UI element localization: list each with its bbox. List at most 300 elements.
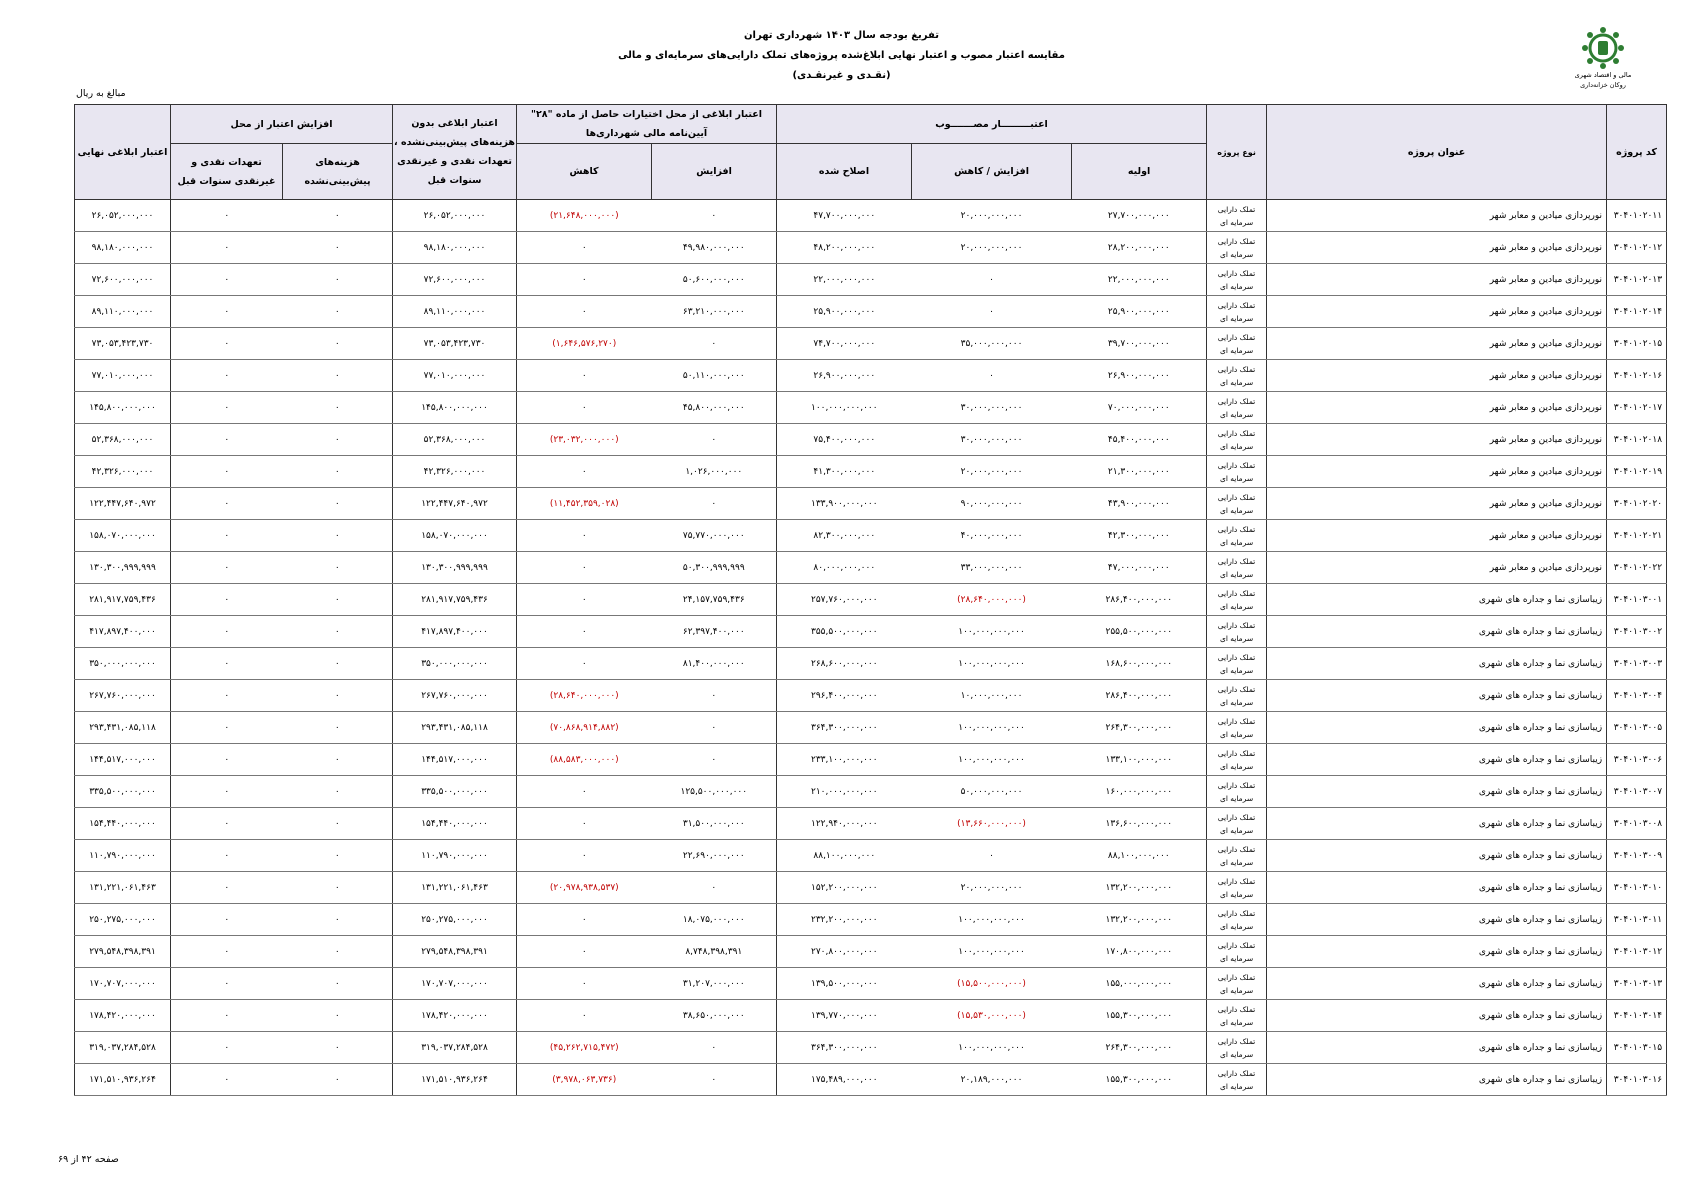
table-row [75, 520, 1667, 552]
cell-final: ۲۷۹,۵۴۸,۳۹۸,۳۹۱ [75, 936, 171, 968]
cell-notified: ۱۳۱,۲۲۱,۰۶۱,۴۶۳ [393, 872, 517, 904]
cell-decrease: (۸۸,۵۸۳,۰۰۰,۰۰۰) [517, 744, 652, 776]
cell-change: ۱۰۰,۰۰۰,۰۰۰,۰۰۰ [912, 904, 1072, 936]
cell-code: ۳۰۴۰۱۰۳۰۰۵ [1607, 712, 1667, 744]
cell-prior: ۰ [171, 552, 283, 584]
cell-type: تملک دارایی سرمایه ای [1207, 232, 1267, 264]
cell-increase: ۰ [652, 1064, 777, 1096]
cell-initial: ۲۵۵,۵۰۰,۰۰۰,۰۰۰ [1072, 616, 1207, 648]
cell-code: ۳۰۴۰۱۰۳۰۰۹ [1607, 840, 1667, 872]
cell-prior: ۰ [171, 840, 283, 872]
cell-revised: ۳۶۴,۳۰۰,۰۰۰,۰۰۰ [777, 1032, 912, 1064]
cell-type: تملک دارایی سرمایه ای [1207, 520, 1267, 552]
cell-type: تملک دارایی سرمایه ای [1207, 616, 1267, 648]
cell-initial: ۴۳,۹۰۰,۰۰۰,۰۰۰ [1072, 488, 1207, 520]
cell-initial: ۳۹,۷۰۰,۰۰۰,۰۰۰ [1072, 328, 1207, 360]
cell-final: ۴۱۷,۸۹۷,۴۰۰,۰۰۰ [75, 616, 171, 648]
cell-revised: ۸۰,۰۰۰,۰۰۰,۰۰۰ [777, 552, 912, 584]
cell-code: ۳۰۴۰۱۰۲۰۱۱ [1607, 200, 1667, 232]
cell-initial: ۱۵۵,۳۰۰,۰۰۰,۰۰۰ [1072, 1000, 1207, 1032]
cell-final: ۷۲,۶۰۰,۰۰۰,۰۰۰ [75, 264, 171, 296]
cell-decrease: (۲۱,۶۴۸,۰۰۰,۰۰۰) [517, 200, 652, 232]
cell-decrease: (۲۳,۰۳۲,۰۰۰,۰۰۰) [517, 424, 652, 456]
cell-title: زیباسازی نما و جداره های شهری [1267, 1000, 1607, 1032]
cell-type: تملک دارایی سرمایه ای [1207, 968, 1267, 1000]
cell-title: نورپردازی میادین و معابر شهر [1267, 360, 1607, 392]
cell-notified: ۲۵۰,۲۷۵,۰۰۰,۰۰۰ [393, 904, 517, 936]
cell-code: ۳۰۴۰۱۰۲۰۱۶ [1607, 360, 1667, 392]
cell-type: تملک دارایی سرمایه ای [1207, 488, 1267, 520]
cell-unforeseen: ۰ [283, 648, 393, 680]
cell-notified: ۸۹,۱۱۰,۰۰۰,۰۰۰ [393, 296, 517, 328]
cell-unforeseen: ۰ [283, 1064, 393, 1096]
cell-increase: ۱,۰۲۶,۰۰۰,۰۰۰ [652, 456, 777, 488]
cell-unforeseen: ۰ [283, 808, 393, 840]
cell-title: زیباسازی نما و جداره های شهری [1267, 840, 1607, 872]
table-row [75, 552, 1667, 584]
cell-title: نورپردازی میادین و معابر شهر [1267, 520, 1607, 552]
report-title: تفریغ بودجه سال ۱۴۰۳ شهرداری تهران [744, 30, 939, 41]
cell-type: تملک دارایی سرمایه ای [1207, 200, 1267, 232]
cell-revised: ۱۵۲,۲۰۰,۰۰۰,۰۰۰ [777, 872, 912, 904]
table-row [75, 904, 1667, 936]
cell-increase: ۴۵,۸۰۰,۰۰۰,۰۰۰ [652, 392, 777, 424]
cell-decrease: (۳,۹۷۸,۰۶۳,۷۳۶) [517, 1064, 652, 1096]
cell-type: تملک دارایی سرمایه ای [1207, 936, 1267, 968]
cell-final: ۷۷,۰۱۰,۰۰۰,۰۰۰ [75, 360, 171, 392]
cell-decrease: (۱۱,۴۵۲,۳۵۹,۰۲۸) [517, 488, 652, 520]
cell-code: ۳۰۴۰۱۰۲۰۱۴ [1607, 296, 1667, 328]
cell-decrease: (۱,۶۴۶,۵۷۶,۲۷۰) [517, 328, 652, 360]
cell-revised: ۱۳۹,۷۷۰,۰۰۰,۰۰۰ [777, 1000, 912, 1032]
cell-change: (۱۳,۶۶۰,۰۰۰,۰۰۰) [912, 808, 1072, 840]
cell-final: ۳۵۰,۰۰۰,۰۰۰,۰۰۰ [75, 648, 171, 680]
cell-final: ۲۹۳,۴۳۱,۰۸۵,۱۱۸ [75, 712, 171, 744]
table-row [75, 808, 1667, 840]
cell-code: ۳۰۴۰۱۰۳۰۱۴ [1607, 1000, 1667, 1032]
cell-final: ۱۴۴,۵۱۷,۰۰۰,۰۰۰ [75, 744, 171, 776]
cell-change: ۳۰,۰۰۰,۰۰۰,۰۰۰ [912, 392, 1072, 424]
cell-decrease: ۰ [517, 1000, 652, 1032]
cell-notified: ۱۷۸,۴۲۰,۰۰۰,۰۰۰ [393, 1000, 517, 1032]
cell-decrease: ۰ [517, 648, 652, 680]
cell-initial: ۱۳۲,۲۰۰,۰۰۰,۰۰۰ [1072, 872, 1207, 904]
cell-prior: ۰ [171, 1032, 283, 1064]
cell-increase: ۱۲۵,۵۰۰,۰۰۰,۰۰۰ [652, 776, 777, 808]
cell-type: تملک دارایی سرمایه ای [1207, 1032, 1267, 1064]
cell-increase: ۲۴,۱۵۷,۷۵۹,۴۳۶ [652, 584, 777, 616]
cell-title: زیباسازی نما و جداره های شهری [1267, 648, 1607, 680]
cell-notified: ۷۷,۰۱۰,۰۰۰,۰۰۰ [393, 360, 517, 392]
table-row [75, 1064, 1667, 1096]
cell-notified: ۴۲,۳۲۶,۰۰۰,۰۰۰ [393, 456, 517, 488]
cell-type: تملک دارایی سرمایه ای [1207, 904, 1267, 936]
cell-notified: ۱۴۵,۸۰۰,۰۰۰,۰۰۰ [393, 392, 517, 424]
cell-code: ۳۰۴۰۱۰۲۰۱۳ [1607, 264, 1667, 296]
table-row [75, 712, 1667, 744]
cell-increase: ۳۸,۶۵۰,۰۰۰,۰۰۰ [652, 1000, 777, 1032]
cell-prior: ۰ [171, 808, 283, 840]
cell-decrease: ۰ [517, 392, 652, 424]
cell-title: زیباسازی نما و جداره های شهری [1267, 744, 1607, 776]
cell-code: ۳۰۴۰۱۰۳۰۱۶ [1607, 1064, 1667, 1096]
cell-revised: ۷۵,۴۰۰,۰۰۰,۰۰۰ [777, 424, 912, 456]
cell-change: ۱۰۰,۰۰۰,۰۰۰,۰۰۰ [912, 744, 1072, 776]
cell-title: زیباسازی نما و جداره های شهری [1267, 776, 1607, 808]
cell-change: ۰ [912, 840, 1072, 872]
cell-final: ۲۵۰,۲۷۵,۰۰۰,۰۰۰ [75, 904, 171, 936]
cell-notified: ۲۶۷,۷۶۰,۰۰۰,۰۰۰ [393, 680, 517, 712]
cell-title: نورپردازی میادین و معابر شهر [1267, 488, 1607, 520]
cell-code: ۳۰۴۰۱۰۳۰۱۱ [1607, 904, 1667, 936]
cell-increase: ۸,۷۴۸,۳۹۸,۳۹۱ [652, 936, 777, 968]
cell-notified: ۱۵۸,۰۷۰,۰۰۰,۰۰۰ [393, 520, 517, 552]
cell-final: ۱۷۰,۷۰۷,۰۰۰,۰۰۰ [75, 968, 171, 1000]
cell-decrease: ۰ [517, 936, 652, 968]
cell-title: زیباسازی نما و جداره های شهری [1267, 1064, 1607, 1096]
cell-initial: ۱۳۲,۲۰۰,۰۰۰,۰۰۰ [1072, 904, 1207, 936]
cell-prior: ۰ [171, 1064, 283, 1096]
cell-title: زیباسازی نما و جداره های شهری [1267, 936, 1607, 968]
cell-decrease: ۰ [517, 456, 652, 488]
cell-notified: ۵۲,۳۶۸,۰۰۰,۰۰۰ [393, 424, 517, 456]
cell-unforeseen: ۰ [283, 904, 393, 936]
cell-revised: ۴۸,۲۰۰,۰۰۰,۰۰۰ [777, 232, 912, 264]
cell-notified: ۲۶,۰۵۲,۰۰۰,۰۰۰ [393, 200, 517, 232]
cell-final: ۲۶,۰۵۲,۰۰۰,۰۰۰ [75, 200, 171, 232]
cell-increase: ۵۰,۳۰۰,۹۹۹,۹۹۹ [652, 552, 777, 584]
cell-type: تملک دارایی سرمایه ای [1207, 1000, 1267, 1032]
cell-prior: ۰ [171, 712, 283, 744]
cell-revised: ۲۱۰,۰۰۰,۰۰۰,۰۰۰ [777, 776, 912, 808]
col-title: عنوان پروژه [1267, 105, 1607, 200]
cell-prior: ۰ [171, 648, 283, 680]
cell-unforeseen: ۰ [283, 392, 393, 424]
cell-prior: ۰ [171, 360, 283, 392]
cell-revised: ۸۸,۱۰۰,۰۰۰,۰۰۰ [777, 840, 912, 872]
cell-type: تملک دارایی سرمایه ای [1207, 1064, 1267, 1096]
cell-change: ۲۰,۰۰۰,۰۰۰,۰۰۰ [912, 456, 1072, 488]
cell-change: (۱۵,۵۰۰,۰۰۰,۰۰۰) [912, 968, 1072, 1000]
cell-type: تملک دارایی سرمایه ای [1207, 552, 1267, 584]
cell-revised: ۱۲۲,۹۴۰,۰۰۰,۰۰۰ [777, 808, 912, 840]
cell-notified: ۱۴۴,۵۱۷,۰۰۰,۰۰۰ [393, 744, 517, 776]
cell-type: تملک دارایی سرمایه ای [1207, 840, 1267, 872]
table-row [75, 776, 1667, 808]
cell-change: ۵۰,۰۰۰,۰۰۰,۰۰۰ [912, 776, 1072, 808]
cell-title: زیباسازی نما و جداره های شهری [1267, 1032, 1607, 1064]
table-row [75, 456, 1667, 488]
cell-unforeseen: ۰ [283, 968, 393, 1000]
cell-code: ۳۰۴۰۱۰۳۰۰۲ [1607, 616, 1667, 648]
cell-initial: ۴۵,۴۰۰,۰۰۰,۰۰۰ [1072, 424, 1207, 456]
cell-decrease: ۰ [517, 552, 652, 584]
col-notified-without: اعتبار ابلاغی بدون هزینه‌های پیش‌بینی‌نشده ، تعهدات نقدی و غیرنقدی سنوات قبل [393, 105, 517, 200]
cell-decrease: ۰ [517, 840, 652, 872]
cell-notified: ۳۱۹,۰۳۷,۲۸۴,۵۲۸ [393, 1032, 517, 1064]
cell-revised: ۲۲,۰۰۰,۰۰۰,۰۰۰ [777, 264, 912, 296]
report-scope: (نقـدی و غیرنقـدی) [792, 70, 891, 81]
cell-unforeseen: ۰ [283, 296, 393, 328]
cell-increase: ۶۲,۳۹۷,۴۰۰,۰۰۰ [652, 616, 777, 648]
cell-title: زیباسازی نما و جداره های شهری [1267, 712, 1607, 744]
cell-title: نورپردازی میادین و معابر شهر [1267, 328, 1607, 360]
cell-notified: ۱۳۰,۳۰۰,۹۹۹,۹۹۹ [393, 552, 517, 584]
cell-type: تملک دارایی سرمایه ای [1207, 712, 1267, 744]
cell-revised: ۲۵۷,۷۶۰,۰۰۰,۰۰۰ [777, 584, 912, 616]
col-final: اعتبار ابلاغی نهایی [75, 105, 171, 200]
cell-increase: ۸۱,۴۰۰,۰۰۰,۰۰۰ [652, 648, 777, 680]
col-type: نوع پروژه [1207, 105, 1267, 200]
cell-decrease: (۲۸,۶۴۰,۰۰۰,۰۰۰) [517, 680, 652, 712]
cell-title: نورپردازی میادین و معابر شهر [1267, 232, 1607, 264]
cell-decrease: ۰ [517, 776, 652, 808]
col-increase-group: افزایش اعتبار از محل [171, 105, 393, 144]
cell-final: ۹۸,۱۸۰,۰۰۰,۰۰۰ [75, 232, 171, 264]
col-change: افزایش / کاهش [912, 144, 1072, 200]
cell-unforeseen: ۰ [283, 744, 393, 776]
cell-type: تملک دارایی سرمایه ای [1207, 648, 1267, 680]
table-row [75, 584, 1667, 616]
cell-code: ۳۰۴۰۱۰۳۰۱۵ [1607, 1032, 1667, 1064]
cell-initial: ۲۶۴,۳۰۰,۰۰۰,۰۰۰ [1072, 1032, 1207, 1064]
cell-initial: ۱۶۰,۰۰۰,۰۰۰,۰۰۰ [1072, 776, 1207, 808]
cell-increase: ۶۳,۲۱۰,۰۰۰,۰۰۰ [652, 296, 777, 328]
cell-initial: ۱۶۸,۶۰۰,۰۰۰,۰۰۰ [1072, 648, 1207, 680]
table-row [75, 616, 1667, 648]
cell-initial: ۱۷۰,۸۰۰,۰۰۰,۰۰۰ [1072, 936, 1207, 968]
cell-title: نورپردازی میادین و معابر شهر [1267, 296, 1607, 328]
cell-title: نورپردازی میادین و معابر شهر [1267, 424, 1607, 456]
cell-final: ۷۳,۰۵۳,۴۲۳,۷۳۰ [75, 328, 171, 360]
cell-final: ۱۵۸,۰۷۰,۰۰۰,۰۰۰ [75, 520, 171, 552]
cell-revised: ۲۵,۹۰۰,۰۰۰,۰۰۰ [777, 296, 912, 328]
cell-type: تملک دارایی سرمایه ای [1207, 744, 1267, 776]
cell-increase: ۰ [652, 872, 777, 904]
col-code: کد پروژه [1607, 105, 1667, 200]
cell-initial: ۴۷,۰۰۰,۰۰۰,۰۰۰ [1072, 552, 1207, 584]
cell-title: نورپردازی میادین و معابر شهر [1267, 456, 1607, 488]
cell-unforeseen: ۰ [283, 1032, 393, 1064]
cell-prior: ۰ [171, 200, 283, 232]
cell-unforeseen: ۰ [283, 584, 393, 616]
cell-increase: ۰ [652, 744, 777, 776]
cell-notified: ۹۸,۱۸۰,۰۰۰,۰۰۰ [393, 232, 517, 264]
cell-increase: ۰ [652, 712, 777, 744]
cell-notified: ۱۵۴,۴۴۰,۰۰۰,۰۰۰ [393, 808, 517, 840]
cell-prior: ۰ [171, 456, 283, 488]
cell-title: زیباسازی نما و جداره های شهری [1267, 616, 1607, 648]
cell-code: ۳۰۴۰۱۰۳۰۰۸ [1607, 808, 1667, 840]
cell-revised: ۱۰۰,۰۰۰,۰۰۰,۰۰۰ [777, 392, 912, 424]
table-row [75, 936, 1667, 968]
cell-prior: ۰ [171, 1000, 283, 1032]
cell-final: ۳۱۹,۰۳۷,۲۸۴,۵۲۸ [75, 1032, 171, 1064]
logo-caption-2: روکان خزانه‌داری [1580, 81, 1626, 89]
cell-change: ۰ [912, 360, 1072, 392]
cell-code: ۳۰۴۰۱۰۳۰۱۰ [1607, 872, 1667, 904]
cell-revised: ۱۷۵,۴۸۹,۰۰۰,۰۰۰ [777, 1064, 912, 1096]
cell-change: ۲۰,۱۸۹,۰۰۰,۰۰۰ [912, 1064, 1072, 1096]
cell-final: ۱۷۱,۵۱۰,۹۳۶,۲۶۴ [75, 1064, 171, 1096]
cell-increase: ۷۵,۷۷۰,۰۰۰,۰۰۰ [652, 520, 777, 552]
cell-code: ۳۰۴۰۱۰۲۰۱۲ [1607, 232, 1667, 264]
table-row [75, 360, 1667, 392]
cell-unforeseen: ۰ [283, 616, 393, 648]
cell-final: ۸۹,۱۱۰,۰۰۰,۰۰۰ [75, 296, 171, 328]
cell-final: ۲۸۱,۹۱۷,۷۵۹,۴۳۶ [75, 584, 171, 616]
cell-unforeseen: ۰ [283, 936, 393, 968]
cell-increase: ۰ [652, 328, 777, 360]
cell-unforeseen: ۰ [283, 776, 393, 808]
cell-change: ۱۰۰,۰۰۰,۰۰۰,۰۰۰ [912, 616, 1072, 648]
cell-notified: ۱۷۰,۷۰۷,۰۰۰,۰۰۰ [393, 968, 517, 1000]
cell-increase: ۲۲,۶۹۰,۰۰۰,۰۰۰ [652, 840, 777, 872]
table-row [75, 296, 1667, 328]
cell-decrease: (۴۵,۲۶۲,۷۱۵,۴۷۲) [517, 1032, 652, 1064]
cell-notified: ۷۳,۰۵۳,۴۲۳,۷۳۰ [393, 328, 517, 360]
cell-prior: ۰ [171, 232, 283, 264]
cell-code: ۳۰۴۰۱۰۳۰۱۲ [1607, 936, 1667, 968]
cell-initial: ۱۳۳,۱۰۰,۰۰۰,۰۰۰ [1072, 744, 1207, 776]
cell-decrease: ۰ [517, 360, 652, 392]
cell-code: ۳۰۴۰۱۰۲۰۲۱ [1607, 520, 1667, 552]
cell-final: ۱۳۰,۳۰۰,۹۹۹,۹۹۹ [75, 552, 171, 584]
cell-revised: ۱۳۹,۵۰۰,۰۰۰,۰۰۰ [777, 968, 912, 1000]
cell-revised: ۲۳۲,۲۰۰,۰۰۰,۰۰۰ [777, 904, 912, 936]
cell-revised: ۳۶۴,۳۰۰,۰۰۰,۰۰۰ [777, 712, 912, 744]
cell-final: ۱۷۸,۴۲۰,۰۰۰,۰۰۰ [75, 1000, 171, 1032]
cell-prior: ۰ [171, 904, 283, 936]
cell-prior: ۰ [171, 264, 283, 296]
cell-initial: ۲۵,۹۰۰,۰۰۰,۰۰۰ [1072, 296, 1207, 328]
cell-final: ۴۲,۳۲۶,۰۰۰,۰۰۰ [75, 456, 171, 488]
table-row [75, 840, 1667, 872]
col-unforeseen: هزینه‌های پیش‌بینی‌نشده [283, 144, 393, 200]
cell-title: زیباسازی نما و جداره های شهری [1267, 968, 1607, 1000]
cell-final: ۱۲۲,۴۴۷,۶۴۰,۹۷۲ [75, 488, 171, 520]
cell-change: ۲۰,۰۰۰,۰۰۰,۰۰۰ [912, 232, 1072, 264]
page-number: صفحه ۴۲ از ۶۹ [58, 1154, 119, 1165]
cell-initial: ۲۸۶,۴۰۰,۰۰۰,۰۰۰ [1072, 584, 1207, 616]
cell-change: ۲۰,۰۰۰,۰۰۰,۰۰۰ [912, 200, 1072, 232]
cell-prior: ۰ [171, 328, 283, 360]
cell-initial: ۴۲,۳۰۰,۰۰۰,۰۰۰ [1072, 520, 1207, 552]
cell-revised: ۸۲,۳۰۰,۰۰۰,۰۰۰ [777, 520, 912, 552]
cell-code: ۳۰۴۰۱۰۳۰۱۳ [1607, 968, 1667, 1000]
table-row [75, 232, 1667, 264]
cell-change: ۴۰,۰۰۰,۰۰۰,۰۰۰ [912, 520, 1072, 552]
cell-decrease: (۷۰,۸۶۸,۹۱۴,۸۸۲) [517, 712, 652, 744]
cell-title: نورپردازی میادین و معابر شهر [1267, 552, 1607, 584]
cell-change: (۲۸,۶۴۰,۰۰۰,۰۰۰) [912, 584, 1072, 616]
cell-increase: ۰ [652, 424, 777, 456]
cell-prior: ۰ [171, 392, 283, 424]
col-revised: اصلاح شده [777, 144, 912, 200]
cell-unforeseen: ۰ [283, 712, 393, 744]
cell-initial: ۸۸,۱۰۰,۰۰۰,۰۰۰ [1072, 840, 1207, 872]
cell-prior: ۰ [171, 616, 283, 648]
cell-code: ۳۰۴۰۱۰۳۰۰۶ [1607, 744, 1667, 776]
cell-prior: ۰ [171, 776, 283, 808]
cell-prior: ۰ [171, 744, 283, 776]
cell-type: تملک دارایی سرمایه ای [1207, 328, 1267, 360]
cell-notified: ۳۳۵,۵۰۰,۰۰۰,۰۰۰ [393, 776, 517, 808]
cell-code: ۳۰۴۰۱۰۲۰۱۷ [1607, 392, 1667, 424]
cell-increase: ۳۱,۲۰۷,۰۰۰,۰۰۰ [652, 968, 777, 1000]
cell-type: تملک دارایی سرمایه ای [1207, 296, 1267, 328]
table-row [75, 488, 1667, 520]
cell-decrease: ۰ [517, 584, 652, 616]
cell-revised: ۷۴,۷۰۰,۰۰۰,۰۰۰ [777, 328, 912, 360]
cell-initial: ۱۵۵,۳۰۰,۰۰۰,۰۰۰ [1072, 1064, 1207, 1096]
cell-notified: ۱۱۰,۷۹۰,۰۰۰,۰۰۰ [393, 840, 517, 872]
col-initial: اولیه [1072, 144, 1207, 200]
table-row [75, 328, 1667, 360]
cell-unforeseen: ۰ [283, 552, 393, 584]
cell-final: ۲۶۷,۷۶۰,۰۰۰,۰۰۰ [75, 680, 171, 712]
cell-decrease: ۰ [517, 264, 652, 296]
cell-increase: ۴۹,۹۸۰,۰۰۰,۰۰۰ [652, 232, 777, 264]
cell-revised: ۲۷۰,۸۰۰,۰۰۰,۰۰۰ [777, 936, 912, 968]
cell-title: نورپردازی میادین و معابر شهر [1267, 264, 1607, 296]
cell-final: ۱۴۵,۸۰۰,۰۰۰,۰۰۰ [75, 392, 171, 424]
cell-unforeseen: ۰ [283, 424, 393, 456]
budget-table [74, 104, 1667, 1096]
cell-title: زیباسازی نما و جداره های شهری [1267, 904, 1607, 936]
cell-initial: ۲۸,۲۰۰,۰۰۰,۰۰۰ [1072, 232, 1207, 264]
cell-initial: ۷۰,۰۰۰,۰۰۰,۰۰۰ [1072, 392, 1207, 424]
table-row [75, 264, 1667, 296]
cell-change: ۳۵,۰۰۰,۰۰۰,۰۰۰ [912, 328, 1072, 360]
cell-prior: ۰ [171, 424, 283, 456]
cell-code: ۳۰۴۰۱۰۲۰۲۰ [1607, 488, 1667, 520]
cell-title: زیباسازی نما و جداره های شهری [1267, 584, 1607, 616]
cell-change: ۲۰,۰۰۰,۰۰۰,۰۰۰ [912, 872, 1072, 904]
cell-code: ۳۰۴۰۱۰۳۰۰۷ [1607, 776, 1667, 808]
cell-decrease: ۰ [517, 808, 652, 840]
cell-increase: ۵۰,۶۰۰,۰۰۰,۰۰۰ [652, 264, 777, 296]
cell-change: ۱۰۰,۰۰۰,۰۰۰,۰۰۰ [912, 1032, 1072, 1064]
cell-change: (۱۵,۵۳۰,۰۰۰,۰۰۰) [912, 1000, 1072, 1032]
cell-code: ۳۰۴۰۱۰۲۰۱۹ [1607, 456, 1667, 488]
cell-prior: ۰ [171, 488, 283, 520]
cell-revised: ۲۹۶,۴۰۰,۰۰۰,۰۰۰ [777, 680, 912, 712]
cell-change: ۱۰۰,۰۰۰,۰۰۰,۰۰۰ [912, 712, 1072, 744]
cell-increase: ۳۱,۵۰۰,۰۰۰,۰۰۰ [652, 808, 777, 840]
cell-title: زیباسازی نما و جداره های شهری [1267, 872, 1607, 904]
cell-unforeseen: ۰ [283, 520, 393, 552]
unit-note: مبالغ به ریال [76, 88, 126, 99]
cell-unforeseen: ۰ [283, 360, 393, 392]
cell-type: تملک دارایی سرمایه ای [1207, 872, 1267, 904]
cell-type: تملک دارایی سرمایه ای [1207, 424, 1267, 456]
cell-final: ۱۱۰,۷۹۰,۰۰۰,۰۰۰ [75, 840, 171, 872]
cell-type: تملک دارایی سرمایه ای [1207, 456, 1267, 488]
cell-title: نورپردازی میادین و معابر شهر [1267, 392, 1607, 424]
cell-final: ۱۳۱,۲۲۱,۰۶۱,۴۶۳ [75, 872, 171, 904]
cell-notified: ۴۱۷,۸۹۷,۴۰۰,۰۰۰ [393, 616, 517, 648]
cell-prior: ۰ [171, 872, 283, 904]
cell-unforeseen: ۰ [283, 200, 393, 232]
cell-notified: ۲۸۱,۹۱۷,۷۵۹,۴۳۶ [393, 584, 517, 616]
cell-change: ۳۰,۰۰۰,۰۰۰,۰۰۰ [912, 424, 1072, 456]
cell-unforeseen: ۰ [283, 488, 393, 520]
col-decrease: کاهش [517, 144, 652, 200]
cell-code: ۳۰۴۰۱۰۳۰۰۱ [1607, 584, 1667, 616]
cell-unforeseen: ۰ [283, 264, 393, 296]
cell-type: تملک دارایی سرمایه ای [1207, 584, 1267, 616]
